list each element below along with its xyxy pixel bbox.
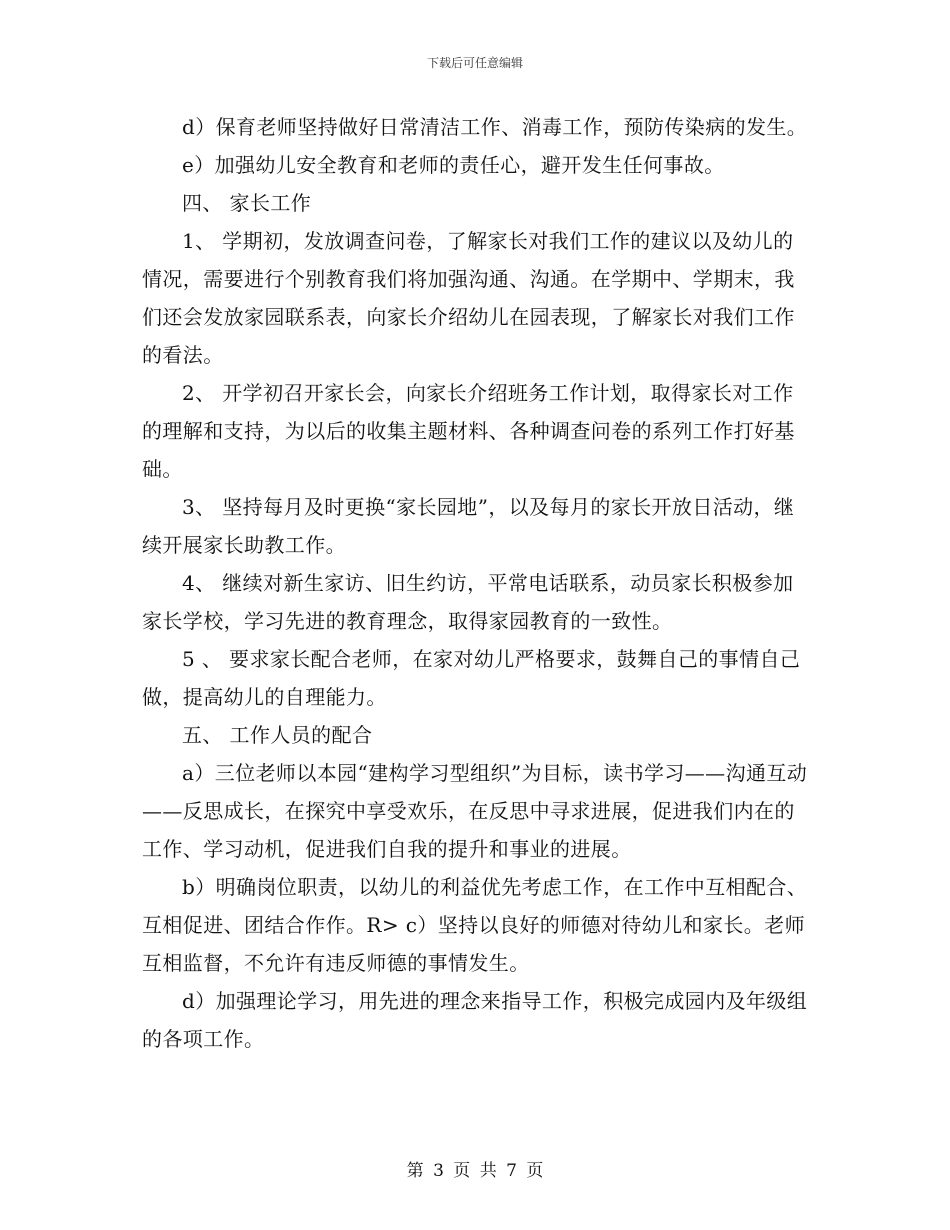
paragraph-a-learning-organization: a）三位老师以本园“建构学习型组织”为目标，读书学习——沟通互动——反思成长，在探究中享受欢乐，在反思中寻求进展，促进我们内在的工作、学习动机，促进我们自我的提升和事业的进展。 — [142, 761, 808, 861]
paragraph-5-cooperation: 5 、 要求家长配合老师，在家对幼儿严格要求，鼓舞自己的事情自己做，提高幼儿的自理能力。 — [142, 647, 801, 709]
paragraph-e-safety: e）加强幼儿安全教育和老师的责任心，避开发生任何事故。 — [182, 153, 725, 177]
document-body — [142, 108, 808, 1058]
paragraph-b-responsibilities: b）明确岗位职责，以幼儿的利益优先考虑工作，在工作中互相配合、互相促进、团结合作作。R> c）坚持以良好的师德对待幼儿和家长。老师互相监督，不允许有违反师德的事情发生。 — [142, 875, 808, 975]
paragraph-d-theory-study: d）加强理论学习，用先进的理念来指导工作，积极完成园内及年级组的各项工作。 — [142, 989, 808, 1051]
paragraph-2-parent-meeting: 2、 开学初召开家长会，向家长介绍班务工作计划，取得家长对工作的理解和支持，为以后的收集主题材料、各种调查问卷的系列工作打好基础。 — [142, 381, 795, 481]
paragraph-3-parent-garden: 3、 坚持每月及时更换“家长园地”，以及每月的家长开放日活动，继续开展家长助教工作。 — [142, 495, 795, 557]
section-heading-staff-cooperation: 五、 工作人员的配合 — [182, 723, 373, 747]
page-header: 下载后可任意编辑 — [426, 56, 523, 70]
paragraph-1-questionnaire: 1、 学期初，发放调查问卷，了解家长对我们工作的建议以及幼儿的情况，需要进行个别教育我们将加强沟通、沟通。在学期中、学期末，我们还会发放家园联系表，向家长介绍幼儿在园表现，了解家长对我们工作的看法。 — [142, 229, 795, 367]
page-number-footer: 第 3 页 共 7 页 — [406, 1161, 544, 1181]
section-heading-parent-work: 四、 家长工作 — [182, 191, 312, 215]
paragraph-d-hygiene: d）保育老师坚持做好日常清洁工作、消毒工作，预防传染病的发生。 — [182, 115, 808, 139]
paragraph-4-home-visits: 4、 继续对新生家访、旧生约访，平常电话联系，动员家长积极参加家长学校，学习先进的教育理念，取得家园教育的一致性。 — [142, 571, 794, 633]
